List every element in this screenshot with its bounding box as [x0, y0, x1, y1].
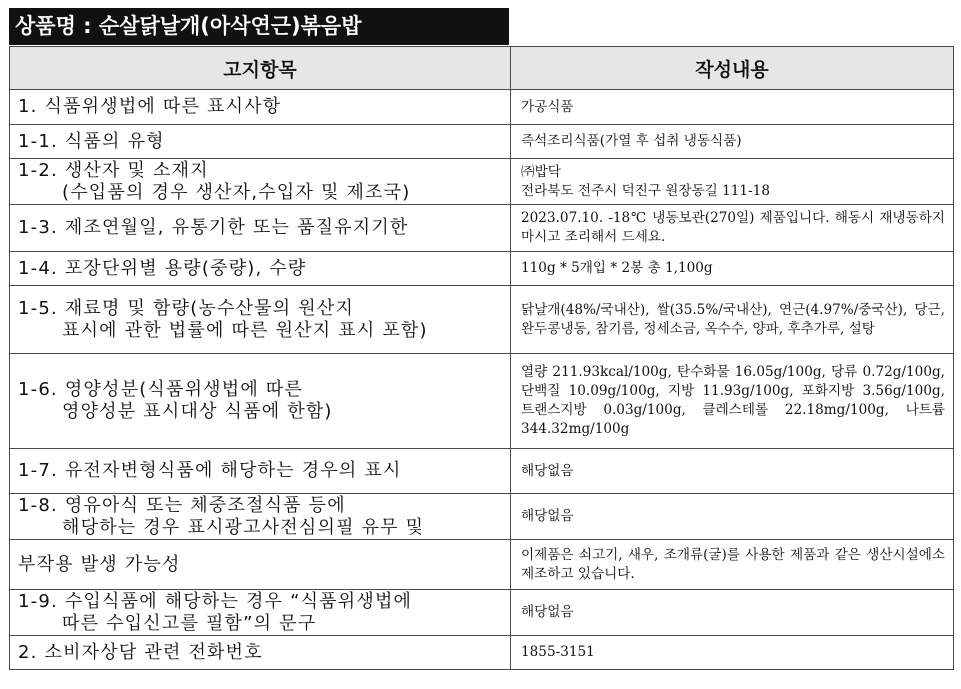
- table-row: [10, 590, 954, 636]
- row-item-label: 1-3. 제조연월일, 유통기한 또는 품질유지기한: [10, 205, 511, 252]
- row-item-label: 1-7. 유전자변형식품에 해당하는 경우의 표시: [10, 449, 511, 494]
- table-row: [10, 354, 954, 449]
- row-content: 이제품은 쇠고기, 새우, 조개류(굴)를 사용한 제품과 같은 생산시설에소 제조하고 있습니다.: [511, 540, 954, 590]
- table-row: [10, 252, 954, 286]
- table-row: [10, 205, 954, 252]
- row-item-label: 1-2. 생산자 및 소재지 (수입품의 경우 생산자,수입자 및 제조국): [10, 159, 511, 205]
- table-header-row: [10, 47, 954, 90]
- row-item-label: 1. 식품위생법에 따른 표시사항: [10, 90, 511, 125]
- row-item-label: 1-5. 재료명 및 함량(농수산물의 원산지 표시에 관한 법률에 따른 원산지 표시 포함): [10, 286, 511, 354]
- header-content: 작성내용: [511, 47, 954, 90]
- row-item-label: 1-4. 포장단위별 용량(중량), 수량: [10, 252, 511, 286]
- row-item-label: 1-6. 영양성분(식품위생법에 따른 영양성분 표시대상 식품에 한함): [10, 354, 511, 449]
- row-content: 110g * 5개입 * 2봉 총 1,100g: [511, 252, 954, 286]
- row-content: 열량 211.93kcal/100g, 탄수화물 16.05g/100g, 당류 0.72g/100g, 단백질 10.09g/100g, 지방 11.93g/100g, 포화지방 3.56g/100g, 트랜스지방 0.03g/100g, 클레스테롤 22.18mg/100g, 나트륨 344.32mg/100g: [511, 354, 954, 449]
- row-item-label: 2. 소비자상담 관련 전화번호: [10, 636, 511, 670]
- row-item-label: 1-1. 식품의 유형: [10, 125, 511, 159]
- table-row: [10, 125, 954, 159]
- row-item-label: 1-9. 수입식품에 해당하는 경우 “식품위생법에 따른 수입신고를 필함”의 문구: [10, 590, 511, 636]
- table-row: [10, 449, 954, 494]
- row-content: 해당없음: [511, 494, 954, 540]
- row-content: 닭날개(48%/국내산), 쌀(35.5%/국내산), 연근(4.97%/중국산), 당근, 완두콩냉동, 참기름, 정세소금, 옥수수, 양파, 후추가루, 설탕: [511, 286, 954, 354]
- table-row: [10, 159, 954, 205]
- product-title: 상품명 : 순살닭날개(아삭연근)볶음밥: [9, 8, 509, 45]
- header-item: 고지항목: [10, 47, 511, 90]
- row-content: 즉석조리식품(가열 후 섭취 냉동식품): [511, 125, 954, 159]
- row-content: ㈜밥닥 전라북도 전주시 덕진구 원장동길 111-18: [511, 159, 954, 205]
- table-row: [10, 540, 954, 590]
- row-content: 해당없음: [511, 449, 954, 494]
- row-item-label: 1-8. 영유아식 또는 체중조절식품 등에 해당하는 경우 표시광고사전심의필 유무 및: [10, 494, 511, 540]
- table-row: [10, 494, 954, 540]
- row-content: 해당없음: [511, 590, 954, 636]
- table-row: [10, 286, 954, 354]
- row-content: 1855-3151: [511, 636, 954, 670]
- row-content: 가공식품: [511, 90, 954, 125]
- row-content: 2023.07.10. -18℃ 냉동보관(270일) 제품입니다. 해동시 재냉동하지 마시고 조리해서 드세요.: [511, 205, 954, 252]
- product-info-table: [9, 46, 954, 670]
- table-row: [10, 636, 954, 670]
- row-item-label: 부작용 발생 가능성: [10, 540, 511, 590]
- table-row: [10, 90, 954, 125]
